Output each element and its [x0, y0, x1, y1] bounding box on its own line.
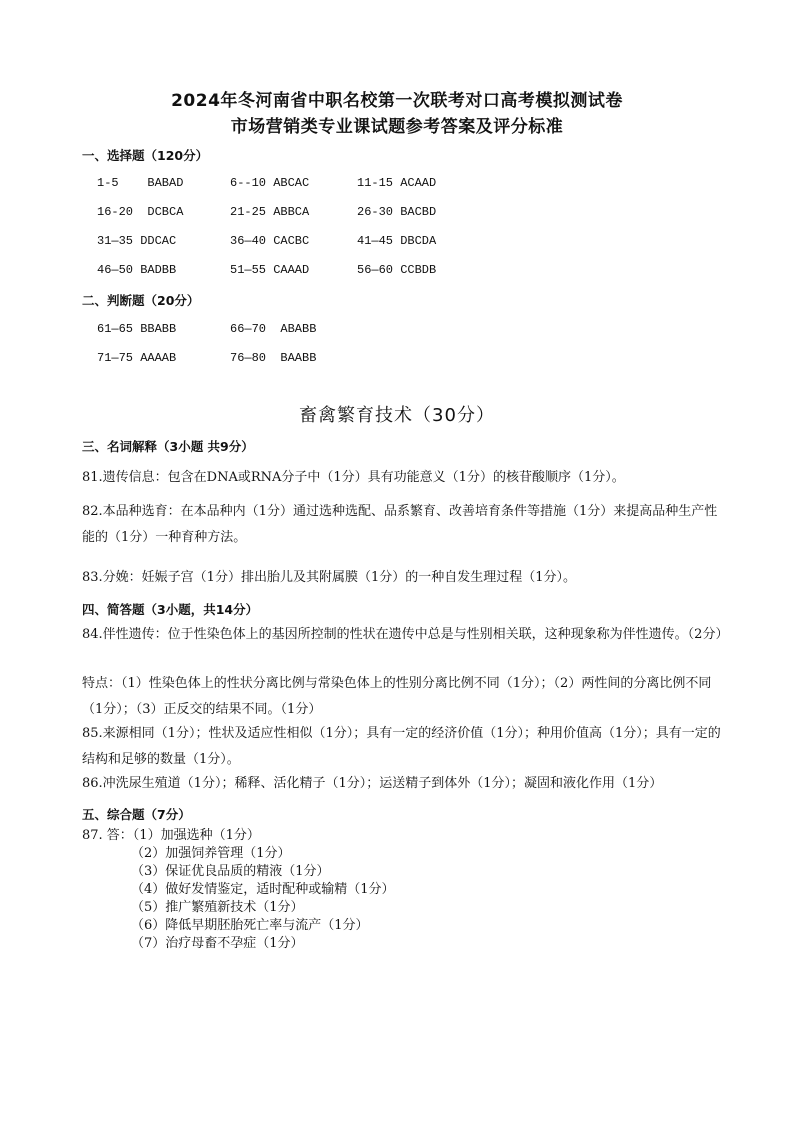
- answer-group: 51—55 CAAAD: [230, 263, 310, 277]
- answer-group: 6--10 ABCAC: [230, 176, 310, 190]
- answer-group: 26-30 BACBD: [357, 205, 437, 219]
- answer-87-lead: 87. 答：（1）加强选种（1分）: [82, 828, 260, 843]
- answer-group: 16-20 DCBCA: [97, 205, 184, 219]
- answer-84: 84.伴性遗传：位于性染色体上的基因所控制的性状在遗传中总是与性别相关联，这种现象称为伴性遗传。（2分）: [82, 627, 729, 642]
- section-comprehensive-heading: 五、综合题（7分）: [82, 807, 191, 822]
- section-judgement-heading: 二、判断题（20分）: [82, 293, 200, 308]
- answer-group: 21-25 ABBCA: [230, 205, 310, 219]
- answer-group: 36—40 CACBC: [230, 234, 310, 248]
- answer-87-step: （4）做好发情鉴定，适时配种或输精（1分）: [131, 882, 395, 897]
- answer-87-step: （7）治疗母畜不孕症（1分）: [131, 936, 304, 951]
- answer-85: 85.来源相同（1分）；性状及适应性相似（1分）；具有一定的经济价值（1分）；种用价值高（1分）；具有一定的结构和足够的数量（1分）。: [82, 726, 721, 767]
- section-short-answer-heading: 四、简答题（3小题，共14分）: [82, 602, 259, 617]
- answer-group: 71—75 AAAAB: [97, 351, 177, 365]
- answer-83: 83.分娩：妊娠子宫（1分）排出胎儿及其附属膜（1分）的一种自发生理过程（1分）。: [82, 570, 576, 585]
- answer-81: 81.遗传信息：包含在DNA或RNA分子中（1分）具有功能意义（1分）的核苷酸顺序（1分）。: [82, 470, 625, 485]
- document-title: 2024年冬河南省中职名校第一次联考对口高考模拟测试卷: [171, 91, 623, 111]
- answer-87-step: （6）降低早期胚胎死亡率与流产（1分）: [131, 918, 369, 933]
- answer-group: 11-15 ACAAD: [357, 176, 437, 190]
- answer-82: 82.本品种选育：在本品种内（1分）通过选种选配、品系繁育、改善培育条件等措施（1分）来提高品种生产性能的（1分）一种育种方法。: [82, 504, 718, 545]
- answer-group: 61—65 BBABB: [97, 322, 177, 336]
- answer-87-step: （3）保证优良品质的精液（1分）: [131, 864, 330, 879]
- answer-group: 1-5 BABAD: [97, 176, 184, 190]
- answer-group: 31—35 DDCAC: [97, 234, 177, 248]
- answer-group: 56—60 CCBDB: [357, 263, 437, 277]
- answer-86: 86.冲洗尿生殖道（1分）；稀释、活化精子（1分）；运送精子到体外（1分）；凝固和液化作用（1分）: [82, 776, 663, 791]
- answer-group: 76—80 BAABB: [230, 351, 317, 365]
- answer-group: 46—50 BADBB: [97, 263, 177, 277]
- section-choice-heading: 一、选择题（120分）: [82, 148, 209, 163]
- subject-title: 畜禽繁育技术（30分）: [299, 405, 495, 426]
- document-subtitle: 市场营销类专业课试题参考答案及评分标准: [230, 117, 564, 137]
- answer-87-step: （2）加强饲养管理（1分）: [131, 846, 291, 861]
- answer-84-features: 特点：（1）性染色体上的性状分离比例与常染色体上的性别分离比例不同（1分）；（2）两性间的分离比例不同（1分）；（3）正反交的结果不同。（1分）: [82, 676, 712, 717]
- answer-group: 41—45 DBCDA: [357, 234, 437, 248]
- answer-group: 66—70 ABABB: [230, 322, 317, 336]
- answer-87-step: （5）推广繁殖新技术（1分）: [131, 900, 304, 915]
- section-terms-heading: 三、名词解释（3小题 共9分）: [82, 439, 254, 454]
